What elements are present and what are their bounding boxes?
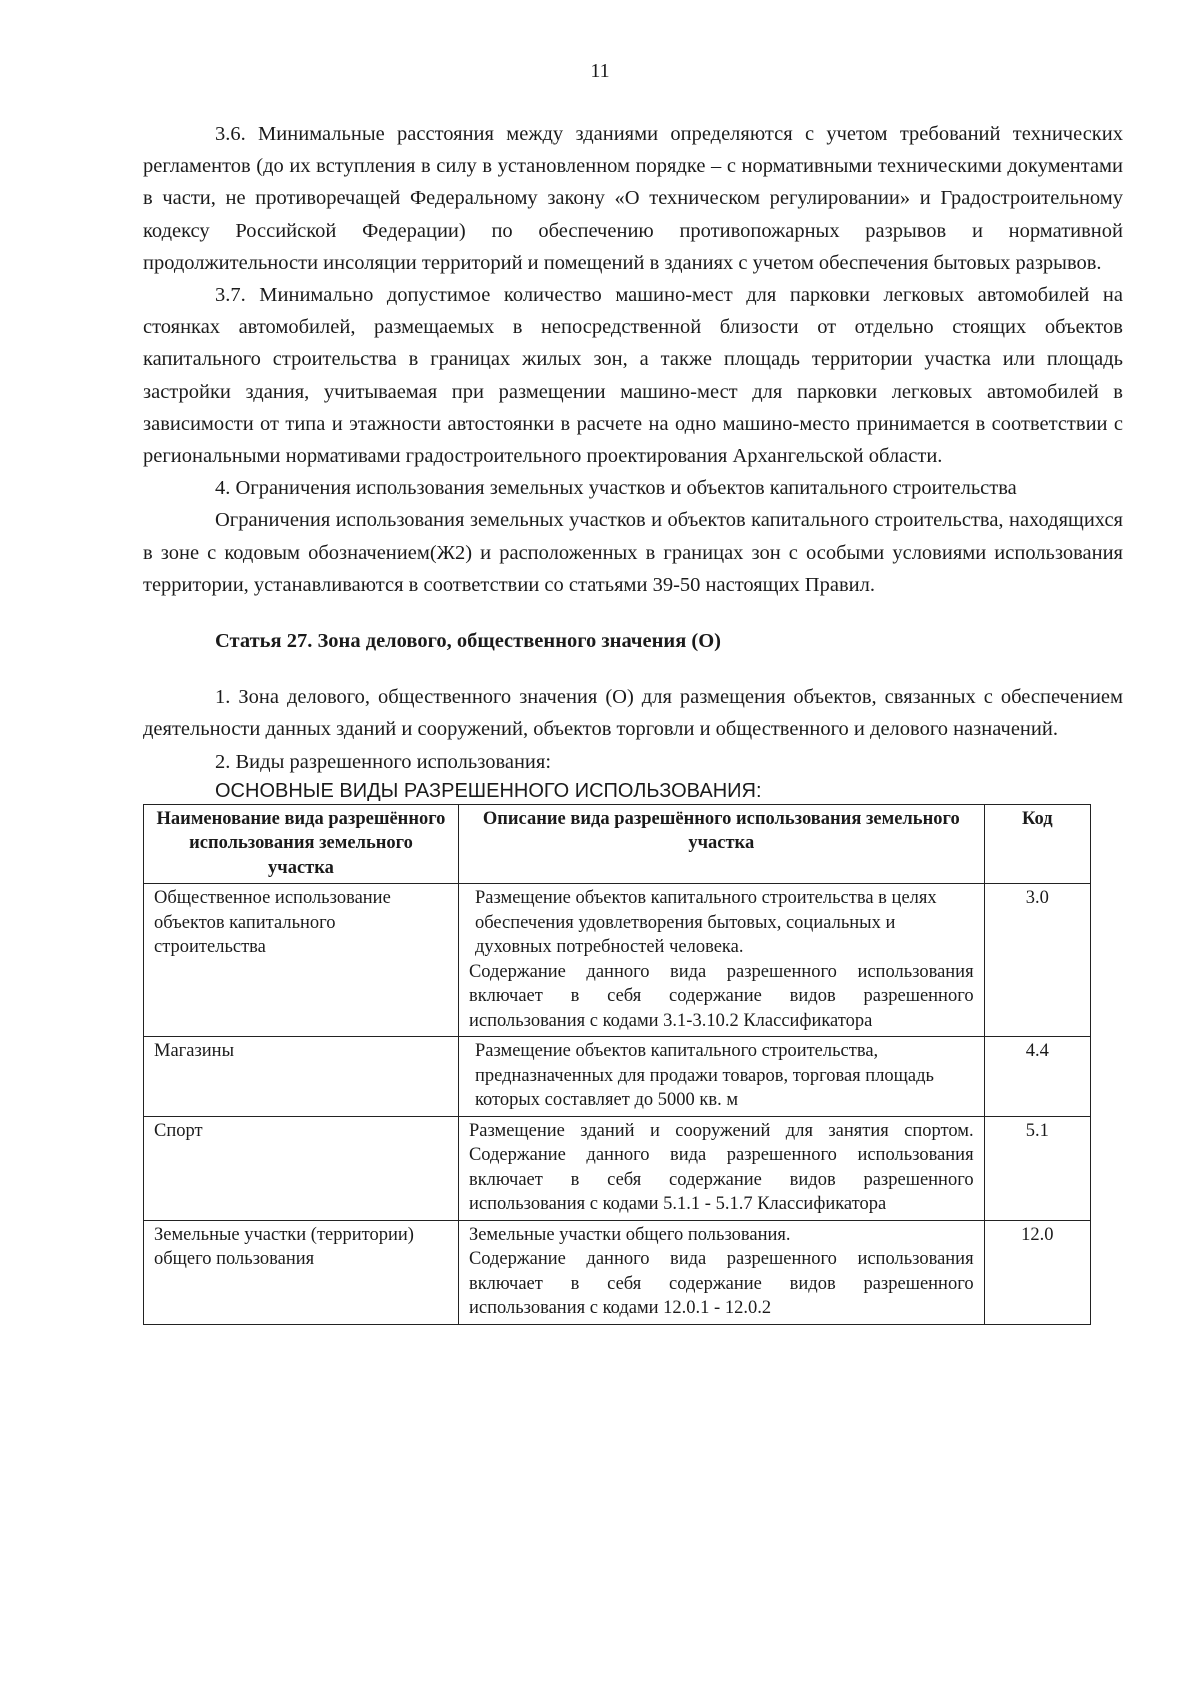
table-header-row [144, 804, 1091, 884]
table-row [144, 884, 1091, 1037]
row-code: 5.1 [984, 1116, 1090, 1220]
row-description-text: Содержание данного вида разрешенного использования включает в себя содержание видов разрешенного использования с кодами 12.0.1 - 12.0.2 [468, 1249, 974, 1319]
row-name: Магазины [144, 1037, 459, 1117]
table-row [144, 1220, 1091, 1324]
permitted-uses-table [143, 804, 1091, 1325]
row-description-text: Земельные участки общего пользования. [468, 1224, 791, 1245]
article-title: Статья 27. Зона делового, общественного значения (О) [215, 630, 722, 653]
row-code: 12.0 [984, 1220, 1090, 1324]
row-description [458, 1220, 984, 1324]
table-caption: ОСНОВНЫЕ ВИДЫ РАЗРЕШЕННОГО ИСПОЛЬЗОВАНИЯ: [215, 779, 762, 802]
row-description-text: Размещение объектов капитального строительства в целях обеспечения удовлетворения бытовых, социальных и духовных потребностей человека. [474, 888, 937, 958]
table-row [144, 1037, 1091, 1117]
paragraph-3-6: 3.6. Минимальные расстояния между зданиями определяются с учетом требований технических регламентов (до их вступления в силу в установленном порядке – с нормативными техническими документами в части, не противоречащей Федеральному закону «О техническом регулировании» и Градостроительному кодексу Российской Федерации) по обеспечению противопожарных разрывов и нормативной продолжительности инсоляции территорий и помещений в зданиях с учетом обеспечения бытовых разрывов. [143, 123, 1123, 274]
row-description [458, 884, 984, 1037]
paragraph-3-7: 3.7. Минимально допустимое количество машино-мест для парковки легковых автомобилей на стоянках автомобилей, размещаемых в непосредственной близости от отдельно стоящих объектов капитального строительства в границах жилых зон, а также площадь территории участка или площадь застройки здания, учитываемая при размещении машино-мест для парковки легковых автомобилей в зависимости от типа и этажности автостоянки в расчете на одно машино-место принимается в соответствии с региональными нормативами градостроительного проектирования Архангельской области. [143, 284, 1123, 468]
row-description [458, 1116, 984, 1220]
row-description-text: Размещение зданий и сооружений для занятия спортом. Содержание данного вида разрешенного использования включает в себя содержание видов разрешенного использования с кодами 5.1.1 - 5.1.7 Классификатора [468, 1120, 974, 1215]
row-description-text: Размещение объектов капитального строительства, предназначенных для продажи товаров, торговая площадь которых составляет до 5000 кв. м [474, 1041, 934, 1111]
header-code: Код [984, 804, 1090, 884]
row-name: Земельные участки (территории) общего пользования [144, 1220, 459, 1324]
header-name: Наименование вида разрешённого использования земельного участка [144, 804, 459, 884]
row-name: Спорт [144, 1116, 459, 1220]
paragraph-restrictions: Ограничения использования земельных участков и объектов капитального строительства, находящихся в зоне с кодовым обозначением(Ж2) и расположенных в границах зон с особыми условиями использования территории, устанавливаются в соответствии со статьями 39-50 настоящих Правил. [143, 509, 1123, 596]
row-description-text: Содержание данного вида разрешенного использования включает в себя содержание видов разрешенного использования с кодами 3.1-3.10.2 Классификатора [468, 961, 974, 1031]
row-code: 3.0 [984, 884, 1090, 1037]
header-description: Описание вида разрешённого использования земельного участка [458, 804, 984, 884]
row-name: Общественное использование объектов капитального строительства [144, 884, 459, 1037]
paragraph-zone-description: 1. Зона делового, общественного значения (О) для размещения объектов, связанных с обеспечением деятельности данных зданий и сооружений, объектов торговли и общественного и делового назначений. [143, 686, 1123, 741]
document-body [143, 118, 1123, 1325]
table-row [144, 1116, 1091, 1220]
paragraph-4-heading: 4. Ограничения использования земельных участков и объектов капитального строительства [215, 477, 1017, 500]
page-number: 11 [590, 60, 610, 82]
row-description [458, 1037, 984, 1117]
row-code: 4.4 [984, 1037, 1090, 1117]
paragraph-permitted-uses: 2. Виды разрешенного использования: [215, 750, 552, 773]
